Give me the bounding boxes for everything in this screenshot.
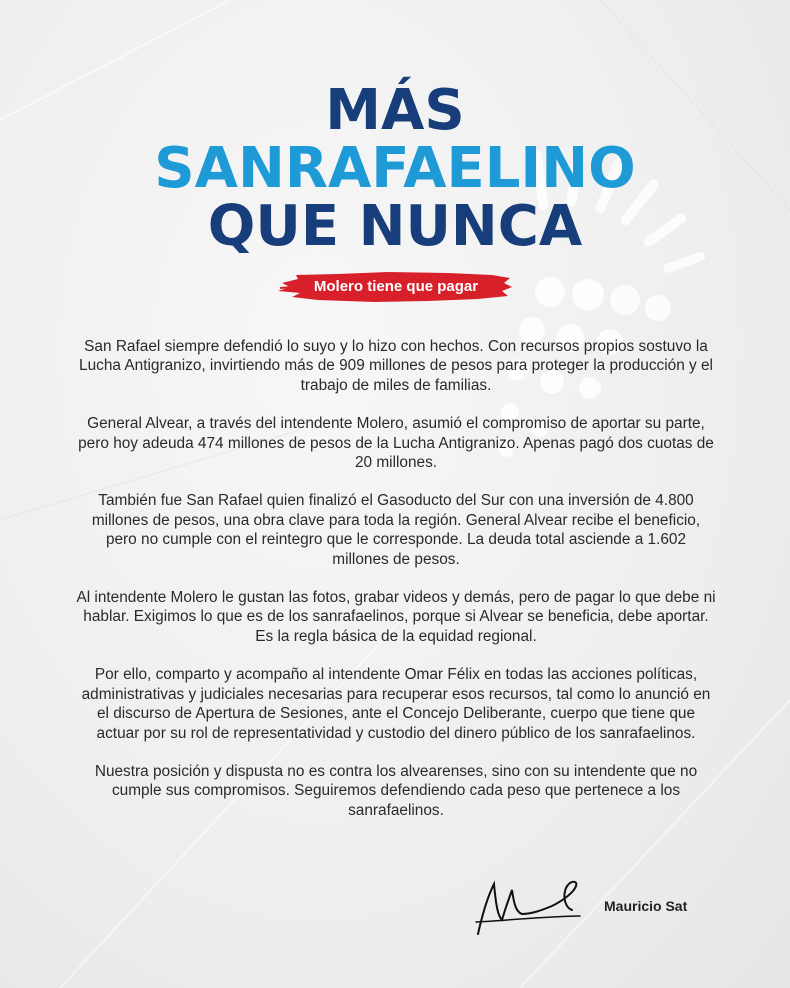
paragraph: Al intendente Molero le gustan las fotos, grabar videos y demás, pero de pagar lo que debe ni hablar. Exigimos lo que es de los sanrafaelinos, porque si Alvear se beneficia, debe aportar. Es la regla básica de la equidad regional. (76, 589, 716, 645)
paragraph: General Alvear, a través del intendente Molero, asumió el compromiso de aportar su parte, pero hoy adeuda 474 millones de pesos de la Lucha Antigranizo. Apenas pagó dos cuotas de 20 millones. (78, 415, 714, 472)
paragraph: También fue San Rafael quien finalizó el Gasoducto del Sur con una inversión de 4.800 millones de pesos, una obra clave para toda la región. General Alvear recibe el beneficio, pero no cumple con el reintegro que le corresponde. La deuda total asciende a 1.602 millones de pesos. (91, 492, 701, 568)
paragraph: Por ello, comparto y acompaño al intendente Omar Félix en todas las acciones políticas, administrativas y judiciales necesarias para recuperar esos recursos, tal como lo anunció en el discurso de Apertura de Sesiones, ante el Concejo Deliberante, cuerpo que tiene que actuar por su rol de representatividad y custodio del dinero público de los sanrafaelinos. (81, 666, 711, 742)
headline-line-3: QUE NUNCA (207, 194, 583, 259)
tagline-banner (278, 269, 514, 305)
handwritten-signature (472, 876, 584, 938)
paragraph: Nuestra posición y dispusta no es contra los alvearenses, sino con su intendente que no cumple sus compromisos. Seguiremos defendiendo cada peso que pertenece a los sanrafaelinos. (94, 762, 698, 819)
signer-name: Mauricio Sat (604, 898, 688, 914)
paragraph: San Rafael siempre defendió lo suyo y lo hizo con hechos. Con recursos propios sostuvo la Lucha Antigranizo, invirtiendo más de 909 millones de pesos para proteger la producción y el trabajo de miles de familias. (79, 338, 713, 394)
statement-body (76, 337, 716, 839)
headline (0, 78, 790, 259)
tagline-text: Molero tiene que pagar (313, 278, 479, 295)
headline-line-1: MÁS (325, 78, 465, 143)
headline-line-2: SANRAFAELINO (154, 136, 636, 201)
